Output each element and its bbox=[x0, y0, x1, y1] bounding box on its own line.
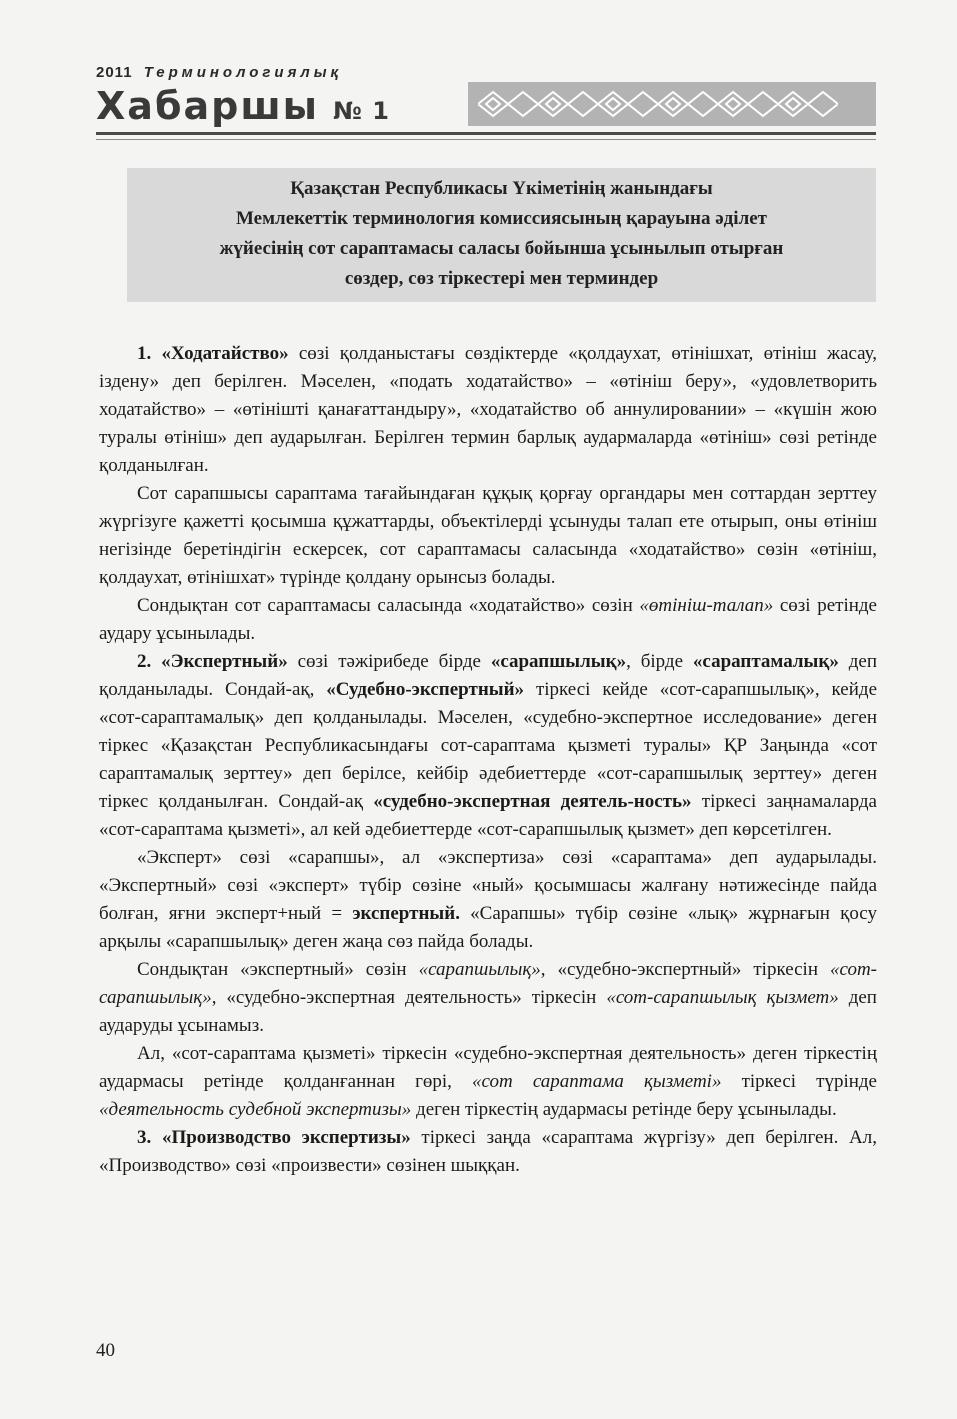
paragraph-5 bbox=[99, 844, 877, 956]
p1-term: «Ходатайство» bbox=[161, 343, 289, 364]
p7-italic-1: «сот сараптама қызметі» bbox=[472, 1071, 722, 1092]
p8-text: тіркесі заңда «сараптама жүргізу» деп берілген. Ал, «Производство» сөзі «произвести» сөзінен шыққан. bbox=[99, 1127, 877, 1176]
header-rule-thick bbox=[96, 132, 876, 135]
p6-text-3: , «судебно-экспертная деятельность» тіркесін bbox=[211, 987, 607, 1008]
p8-number: 3. bbox=[137, 1127, 162, 1148]
p2-text: Сот сарапшысы сараптама тағайындаған құқық қорғау органдары мен соттардан зерттеу жүргізуге қажетті қосымша құжаттарды, объектілерді ұсынуды талап ете отырып, оны өтініш негізінде беретіндігін ескерсек, сот сараптамасы саласында «ходатайство» сөзін «өтініш, қолдаухат, өтінішхат» түрінде қолдану орынсыз болады. bbox=[99, 483, 877, 588]
p3-text-1: Сондықтан сот сараптамасы саласында «ходатайство» сөзін bbox=[137, 595, 640, 616]
header-ornament bbox=[468, 82, 876, 126]
article-body bbox=[99, 340, 877, 1180]
p4-text-5: тіркесі заңнамаларда «сот-сараптама қызметі», ал кей әдебиеттерде «сот-сарапшылық қызмет» деп көрсетілген. bbox=[99, 791, 877, 840]
paragraph-3 bbox=[99, 592, 877, 648]
page-number: 40 bbox=[96, 1340, 115, 1361]
title-line-3: жүйесінің сот сараптамасы саласы бойынша ұсынылып отырған bbox=[219, 238, 784, 259]
header-year: 2011 bbox=[96, 64, 133, 81]
p6-text-2: , «судебно-экспертный» тіркесін bbox=[540, 959, 830, 980]
article-title-box bbox=[127, 168, 876, 302]
p4-term-1: «Экспертный» bbox=[161, 651, 288, 672]
p5-text-1: «Эксперт» сөзі «сарапшы», ал «экспертиза» сөзі «сараптама» деп аударылады. «Экспертный» сөзі «эксперт» түбір сөзіне «ный» қосымшасы жалғану нәтижесінде пайда болған, яғни эксперт+ный = bbox=[99, 847, 877, 924]
p6-italic-2: «сот-сарапшылық» bbox=[99, 959, 877, 1008]
p4-text-1: сөзі тәжірибеде бірде bbox=[287, 651, 491, 672]
p4-term-3: «сараптамалық» bbox=[692, 651, 839, 672]
journal-title-text: Хабаршы bbox=[96, 84, 320, 128]
p3-text-2: сөзі ретінде аудару ұсынылады. bbox=[99, 595, 877, 644]
journal-title bbox=[96, 84, 390, 128]
paragraph-8 bbox=[99, 1124, 877, 1180]
p4-term-2: «сарапшылық» bbox=[490, 651, 627, 672]
p5-text-2: «Сарапшы» түбір сөзіне «лық» жұрнағын қосу арқылы «сарапшылық» деген жаңа сөз пайда болады. bbox=[99, 903, 877, 952]
title-line-1: Қазақстан Республикасы Үкіметінің жанындағы bbox=[290, 178, 713, 199]
issue-number: № 1 bbox=[333, 97, 390, 125]
ornament-pattern-icon bbox=[478, 88, 838, 120]
p6-text-4: деп аударуды ұсынамыз. bbox=[99, 987, 877, 1036]
p4-text-2: , бірде bbox=[626, 651, 693, 672]
title-line-4: сөздер, сөз тіркестері мен терминдер bbox=[344, 268, 659, 289]
p4-term-4: «Судебно-экспертный» bbox=[326, 679, 525, 700]
p4-term-5: «судебно-экспертная деятель-ность» bbox=[373, 791, 692, 812]
title-line-2: Мемлекеттік терминология комиссиясының қарауына әділет bbox=[236, 208, 767, 229]
p4-number: 2. bbox=[137, 651, 162, 672]
p6-italic-3: «сот-сарапшылық қызмет» bbox=[606, 987, 839, 1008]
p6-italic-1: «сарапшылық» bbox=[418, 959, 541, 980]
paragraph-7 bbox=[99, 1040, 877, 1124]
header-rule-thin bbox=[96, 139, 876, 140]
p6-text-1: Сондықтан «экспертный» сөзін bbox=[137, 959, 419, 980]
p4-text-4: тіркесі кейде «сот-сарапшылық», кейде «сот-сараптамалық» деп қолданылады. Мәселен, «судебно-экспертное исследование» деген тіркес «Қазақстан Республикасындағы сот-сараптама қызметі туралы» ҚР Заңында «сот сараптамалық зерттеу» деп берілсе, кейбір әдебиеттерде «сот-сарапшылық зерттеу» деген тіркес қолданылған. Сондай-ақ bbox=[99, 679, 877, 812]
p7-text-2: тіркесі түрінде bbox=[721, 1071, 877, 1092]
p4-text-3: деп қолданылады. Сондай-ақ, bbox=[99, 651, 878, 700]
p1-number: 1. bbox=[137, 343, 162, 364]
p8-term: «Производство экспертизы» bbox=[161, 1127, 411, 1148]
paragraph-4 bbox=[99, 648, 877, 844]
p1-text: сөзі қолданыстағы сөздіктерде «қолдаухат, өтінішхат, өтініш жасау, іздену» деп берілген. Мәселен, «подать ходатайство» – «өтініш беру», «удовлетворить ходатайство» – «өтінішті қанағаттандыру», «ходатайство об аннулировании» – «күшін жою туралы өтініш» деп аударылған. Берілген термин барлық аудармаларда «өтініш» сөзі ретінде қолданылған. bbox=[99, 343, 877, 476]
p7-italic-2: «деятельность судебной экспертизы» bbox=[99, 1099, 412, 1120]
paragraph-2 bbox=[99, 480, 877, 592]
p7-text-1: Ал, «сот-сараптама қызметі» тіркесін «судебно-экспертная деятельность» деген тіркестің аудармасы ретінде қолданғаннан гөрі, bbox=[99, 1043, 877, 1092]
journal-header-line bbox=[96, 64, 342, 81]
p5-term: экспертный. bbox=[352, 903, 460, 924]
header-journal-word: Терминологиялық bbox=[143, 64, 343, 81]
paragraph-1 bbox=[99, 340, 877, 480]
p7-text-3: деген тіркестің аудармасы ретінде беру ұсынылады. bbox=[411, 1099, 837, 1120]
paragraph-6 bbox=[99, 956, 877, 1040]
p3-italic-term: «өтініш-талап» bbox=[639, 595, 774, 616]
